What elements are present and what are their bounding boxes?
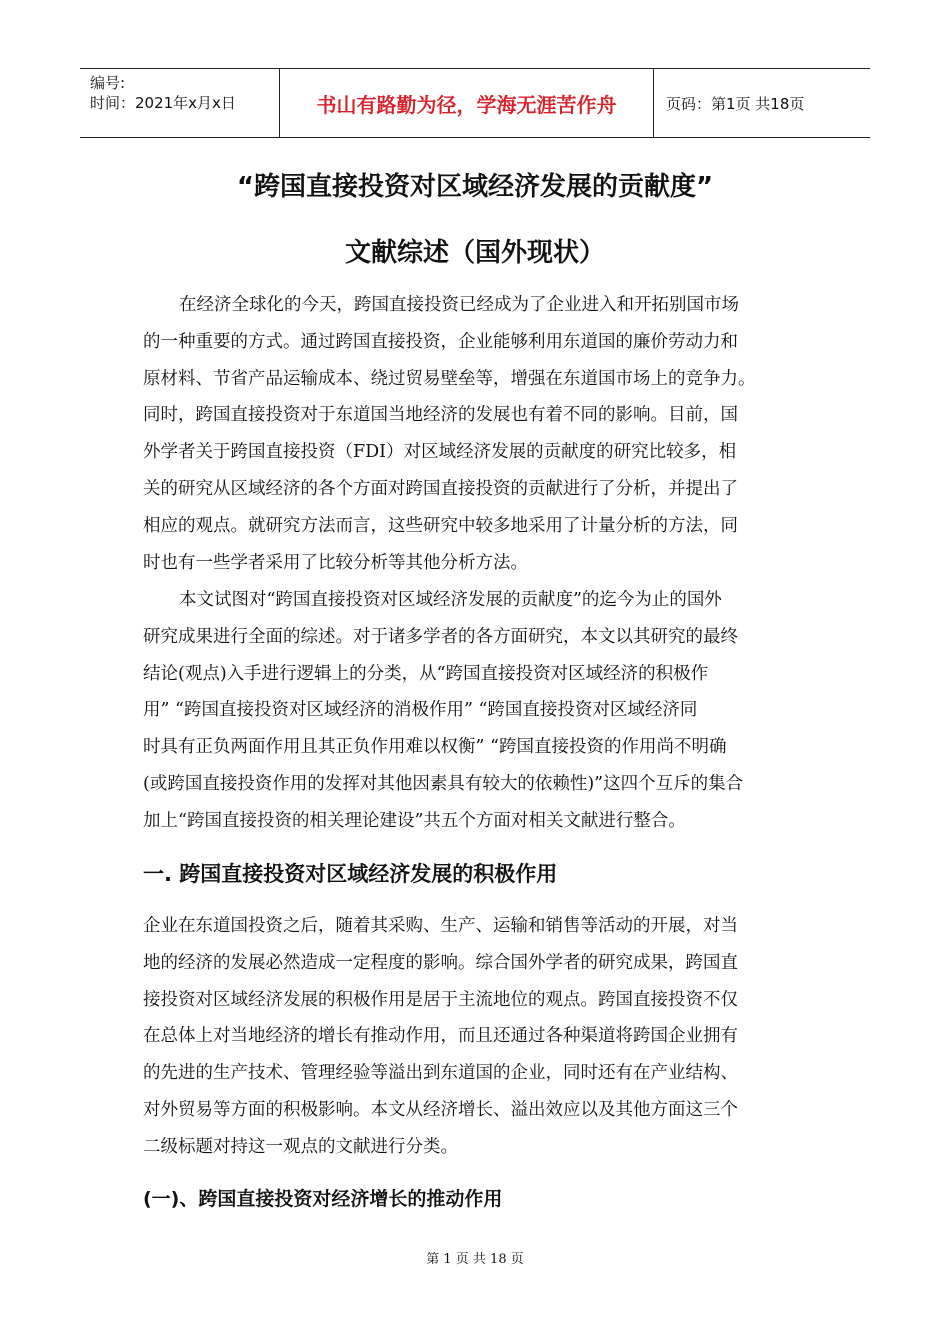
header-meta [80,69,280,137]
paragraph-line: 的先进的生产技术、管理经验等溢出到东道国的企业，同时还有在产业结构、 [143,1063,738,1084]
subsection-heading-1: (一)、跨国直接投资对经济增长的推动作用 [143,1188,503,1210]
paragraph-line: 时具有正负两面作用且其正负作用难以权衡” “跨国直接投资的作用尚不明确 [143,737,727,758]
page-header [80,68,870,138]
paragraph-line: (或跨国直接投资作用的发挥对其他因素具有较大的依赖性)”这四个互斥的集合 [143,773,744,794]
paragraph-line: 加上“跨国直接投资的相关理论建设”共五个方面对相关文献进行整合。 [143,810,686,831]
paragraph-line: 在经济全球化的今天，跨国直接投资已经成为了企业进入和开拓别国市场 [179,295,739,315]
paragraph-line: 原材料、节省产品运输成本、绕过贸易壁垒等，增强在东道国市场上的竞争力。 [143,368,756,389]
paragraph-line: 对外贸易等方面的积极影响。本文从经济增长、溢出效应以及其他方面这三个 [143,1099,738,1120]
paragraph-2 [143,582,803,840]
paragraph-1 [143,287,803,581]
paragraph-line: 的一种重要的方式。通过跨国直接投资，企业能够利用东道国的廉价劳动力和 [143,331,738,352]
paragraph-line: 企业在东道国投资之后，随着其采购、生产、运输和销售等活动的开展，对当 [143,916,738,936]
paragraph-line: 外学者关于跨国直接投资（FDI）对区域经济发展的贡献度的研究比较多，相 [143,442,737,463]
section-heading-1: 一. 跨国直接投资对区域经济发展的积极作用 [143,862,558,886]
number-label: 编号: [90,74,126,92]
document-title-line1: “跨国直接投资对区域经济发展的贡献度” [236,172,714,202]
paragraph-line: 相应的观点。就研究方法而言，这些研究中较多地采用了计量分析的方法，同 [143,515,738,536]
paragraph-line: 在总体上对当地经济的增长有推动作用，而且还通过各种渠道将跨国企业拥有 [143,1026,738,1047]
paragraph-3 [143,908,803,1166]
paragraph-line: 本文试图对“跨国直接投资对区域经济发展的贡献度”的迄今为止的国外 [179,590,722,610]
paragraph-line: 接投资对区域经济发展的积极作用是居于主流地位的观点。跨国直接投资不仅 [143,989,738,1010]
page-footer: 第 1 页 共 18 页 [426,1252,524,1267]
header-page-info: 页码：第1页 共18页 [666,94,805,113]
paragraph-line: 二级标题对持这一观点的文献进行分类。 [143,1136,458,1157]
document-title-line2: 文献综述（国外现状） [344,238,605,268]
paragraph-line: 研究成果进行全面的综述。对于诸多学者的各方面研究，本文以其研究的最终 [143,626,738,647]
paragraph-line: 地的经济的发展必然造成一定程度的影响。综合国外学者的研究成果，跨国直 [143,952,738,973]
paragraph-line: 时也有一些学者采用了比较分析等其他分析方法。 [143,552,528,573]
paragraph-line: 结论(观点)入手进行逻辑上的分类，从“跨国直接投资对区域经济的积极作 [143,663,709,684]
time-label: 时间：2021年x月x日 [90,94,236,112]
paragraph-line: 同时，跨国直接投资对于东道国当地经济的发展也有着不同的影响。目前，国 [143,405,738,426]
header-motto: 书山有路勤为径，学海无涯苦作舟 [280,69,654,137]
paragraph-line: 关的研究从区域经济的各个方面对跨国直接投资的贡献进行了分析，并提出了 [143,478,738,499]
paragraph-line: 用” “跨国直接投资对区域经济的消极作用” “跨国直接投资对区域经济同 [143,700,698,721]
